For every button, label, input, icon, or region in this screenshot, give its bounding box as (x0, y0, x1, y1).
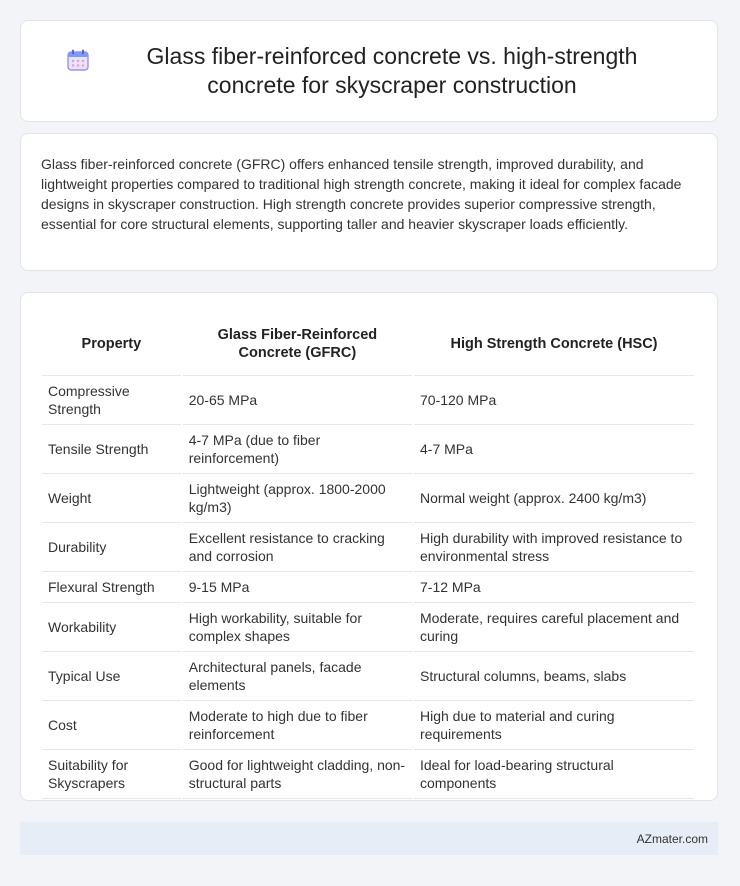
cell-gfrc: Lightweight (approx. 1800-2000 kg/m3) (183, 474, 412, 523)
summary-text: Glass fiber-reinforced concrete (GFRC) offers enhanced tensile strength, improved durability, and lightweight properties compared to traditional high strength concrete, making it ideal for complex facade designs in skyscraper construction. High strength concrete provides superior compressive strength, essential for core structural elements, supporting taller and heavier skyscraper loads efficiently. (41, 156, 682, 232)
title-wrap (26, 42, 712, 100)
footer-bar (20, 822, 718, 855)
cell-property: Suitability for Skyscrapers (42, 750, 181, 799)
summary-card (20, 133, 718, 271)
table-row (42, 652, 694, 701)
cell-property: Workability (42, 603, 181, 652)
cell-property: Durability (42, 523, 181, 572)
cell-property: Flexural Strength (42, 572, 181, 603)
cell-gfrc: High workability, suitable for complex shapes (183, 603, 412, 652)
comparison-table (40, 313, 696, 799)
table-row (42, 750, 694, 799)
cell-gfrc: 4-7 MPa (due to fiber reinforcement) (183, 425, 412, 474)
calendar-icon (66, 48, 90, 72)
cell-gfrc: Excellent resistance to cracking and corrosion (183, 523, 412, 572)
cell-gfrc: Good for lightweight cladding, non-structural parts (183, 750, 412, 799)
cell-hsc: High durability with improved resistance to environmental stress (414, 523, 694, 572)
cell-hsc: High due to material and curing requirements (414, 701, 694, 750)
cell-gfrc: Architectural panels, facade elements (183, 652, 412, 701)
table-row (42, 572, 694, 603)
header-property: Property (42, 313, 181, 376)
cell-hsc: Structural columns, beams, slabs (414, 652, 694, 701)
cell-gfrc: Moderate to high due to fiber reinforcement (183, 701, 412, 750)
table-row (42, 425, 694, 474)
cell-hsc: Normal weight (approx. 2400 kg/m3) (414, 474, 694, 523)
table-row (42, 376, 694, 425)
cell-property: Typical Use (42, 652, 181, 701)
header-gfrc: Glass Fiber-Reinforced Concrete (GFRC) (183, 313, 412, 376)
title-card (20, 20, 718, 122)
cell-hsc: Ideal for load-bearing structural components (414, 750, 694, 799)
cell-hsc: 7-12 MPa (414, 572, 694, 603)
comparison-table-card (20, 292, 718, 801)
table-header-row (42, 313, 694, 376)
cell-hsc: Moderate, requires careful placement and curing (414, 603, 694, 652)
cell-property: Compressive Strength (42, 376, 181, 425)
page-title: Glass fiber-reinforced concrete vs. high-strength concrete for skyscraper construction (146, 43, 638, 98)
table-row (42, 701, 694, 750)
header-hsc: High Strength Concrete (HSC) (414, 313, 694, 376)
cell-gfrc: 9-15 MPa (183, 572, 412, 603)
cell-property: Weight (42, 474, 181, 523)
cell-hsc: 70-120 MPa (414, 376, 694, 425)
cell-gfrc: 20-65 MPa (183, 376, 412, 425)
table-row (42, 474, 694, 523)
cell-hsc: 4-7 MPa (414, 425, 694, 474)
cell-property: Tensile Strength (42, 425, 181, 474)
footer-brand[interactable]: AZmater.com (636, 831, 708, 846)
cell-property: Cost (42, 701, 181, 750)
table-row (42, 523, 694, 572)
table-row (42, 603, 694, 652)
